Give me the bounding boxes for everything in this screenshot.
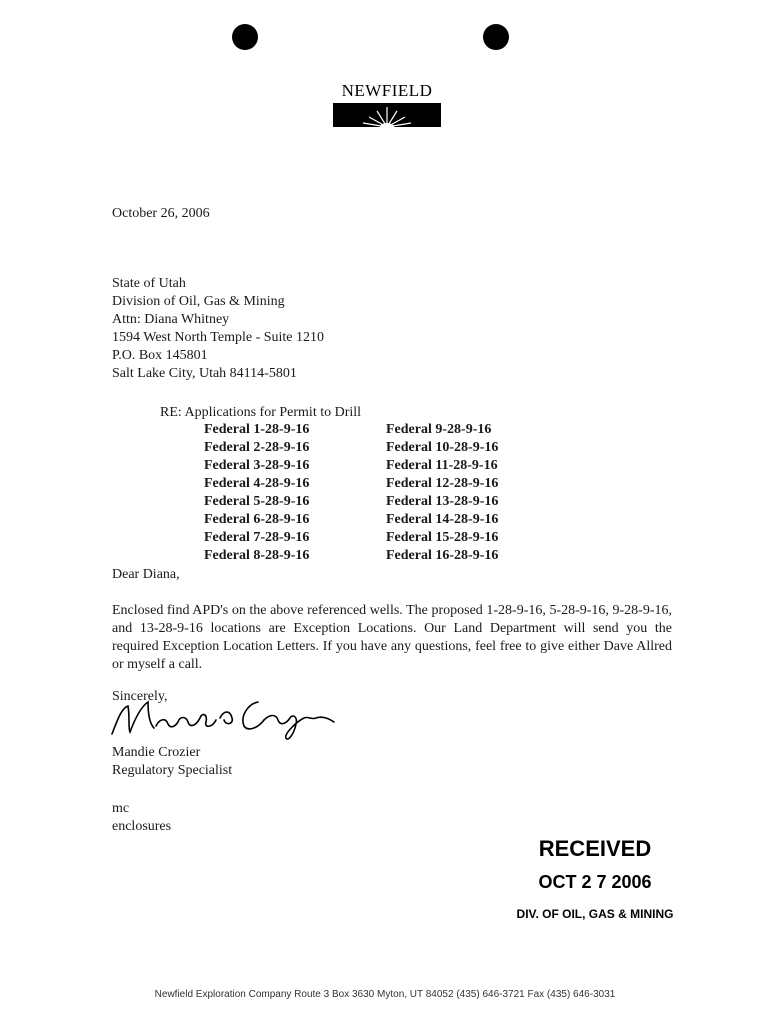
company-logo (333, 81, 441, 127)
well-item: Federal 12-28-9-16 (386, 476, 499, 491)
well-item: Federal 16-28-9-16 (386, 548, 499, 563)
well-list-right (386, 421, 498, 565)
address-line: Division of Oil, Gas & Mining (112, 294, 285, 309)
subject-line: RE: Applications for Permit to Drill (160, 405, 362, 420)
well-item: Federal 9-28-9-16 (386, 422, 492, 437)
letter-body: Enclosed find APD's on the above referenced wells. The proposed 1-28-9-16, 5-28-9-16, 9-28-9-16, and 13-28-9-16 locations are Exception Locations. Our Land Department will send you the required Exception Location Letters. If you have any questions, feel free to give either Dave Allred or myself a call. (112, 603, 672, 672)
handwritten-signature (108, 688, 348, 748)
received-stamp (500, 836, 690, 921)
address-line: 1594 West North Temple - Suite 1210 (112, 330, 325, 345)
well-item: Federal 2-28-9-16 (204, 440, 310, 455)
well-item: Federal 14-28-9-16 (386, 512, 499, 527)
stamp-heading: RECEIVED (538, 836, 652, 861)
well-item: Federal 11-28-9-16 (386, 458, 498, 473)
address-line: P.O. Box 145801 (112, 348, 208, 363)
well-item: Federal 10-28-9-16 (386, 440, 499, 455)
well-item: Federal 8-28-9-16 (204, 548, 310, 563)
letter-date: October 26, 2006 (112, 206, 210, 221)
letterhead-footer: Newfield Exploration Company Route 3 Box 3630 Myton, UT 84052 (435) 646-3721 Fax (435) 646-3031 (154, 989, 616, 1000)
punch-hole-right (483, 24, 509, 50)
well-item: Federal 5-28-9-16 (204, 494, 310, 509)
salutation: Dear Diana, (112, 567, 180, 582)
stamp-division: DIV. OF OIL, GAS & MINING (516, 907, 674, 921)
signer-title: Regulatory Specialist (112, 763, 233, 778)
sunburst-icon (333, 103, 441, 127)
address-line: Attn: Diana Whitney (112, 312, 230, 327)
well-item: Federal 3-28-9-16 (204, 458, 310, 473)
recipient-address (112, 275, 324, 383)
enclosures-note: enclosures (112, 819, 172, 834)
stamp-date: OCT 2 7 2006 (538, 872, 652, 892)
address-line: Salt Lake City, Utah 84114-5801 (112, 366, 297, 381)
well-item: Federal 15-28-9-16 (386, 530, 499, 545)
address-line: State of Utah (112, 276, 186, 291)
typist-initials: mc (112, 801, 130, 816)
well-item: Federal 13-28-9-16 (386, 494, 499, 509)
closing: Sincerely, (112, 689, 168, 704)
well-item: Federal 4-28-9-16 (204, 476, 310, 491)
well-item: Federal 1-28-9-16 (204, 422, 310, 437)
well-list-left (204, 421, 309, 565)
well-item: Federal 7-28-9-16 (204, 530, 310, 545)
signer-name: Mandie Crozier (112, 745, 201, 760)
punch-hole-left (232, 24, 258, 50)
well-item: Federal 6-28-9-16 (204, 512, 310, 527)
logo-wordmark: NEWFIELD (341, 81, 433, 100)
